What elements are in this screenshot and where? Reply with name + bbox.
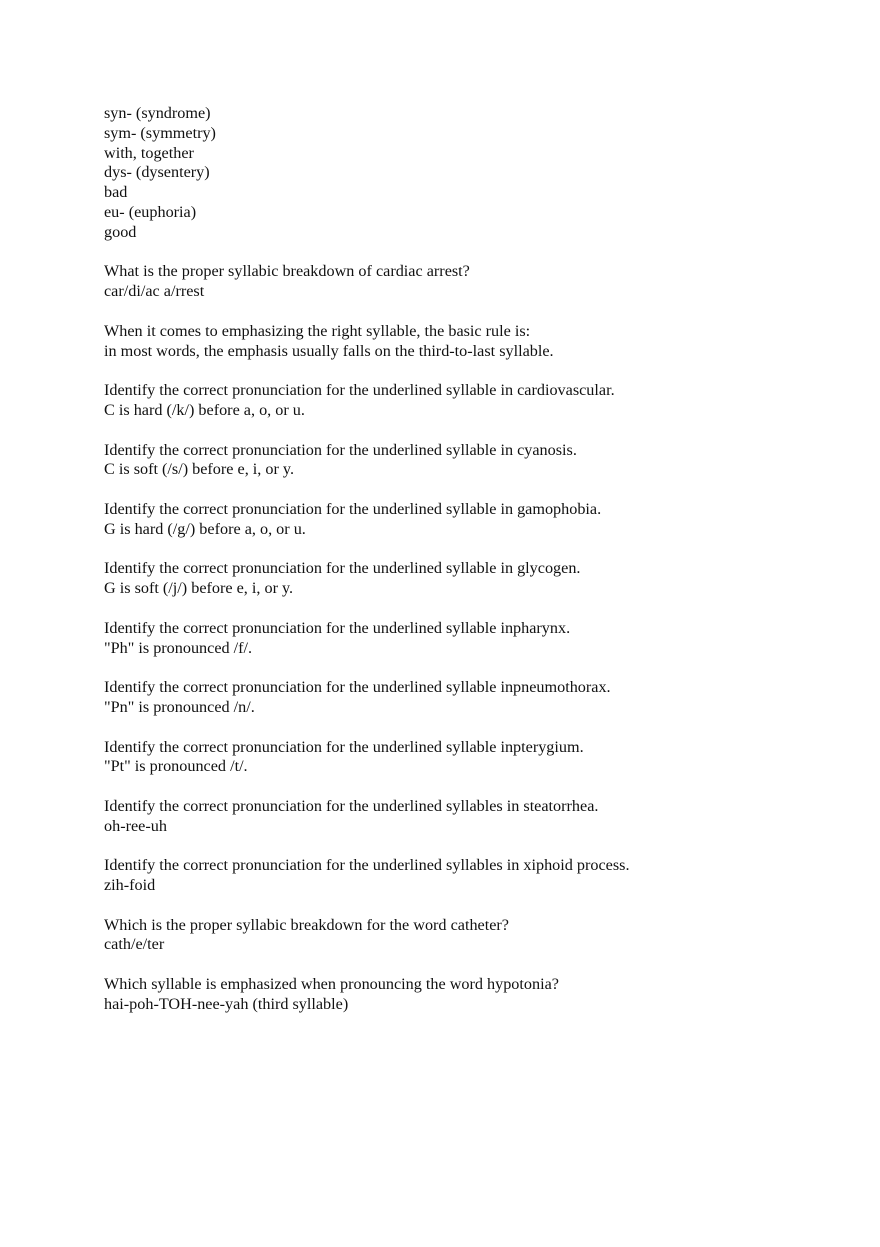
answer-text: hai-poh-TOH-nee-yah (third syllable): [104, 994, 349, 1013]
prefix-line: sym- (symmetry): [104, 123, 216, 142]
qa-item: [104, 797, 844, 837]
spacer: [104, 480, 844, 500]
prefix-block: [104, 104, 844, 243]
question-text: Identify the correct pronunciation for the underlined syllable in cardiovascular.: [104, 381, 615, 400]
qa-item: [104, 381, 844, 421]
prefix-line: good: [104, 222, 137, 241]
qa-item: [104, 262, 844, 302]
spacer: [104, 955, 844, 975]
answer-text: car/di/ac a/rrest: [104, 282, 205, 301]
spacer: [104, 421, 844, 441]
prefix-line: with, together: [104, 143, 194, 162]
spacer: [104, 836, 844, 856]
question-text: Identify the correct pronunciation for the underlined syllable in gamophobia.: [104, 499, 602, 518]
answer-text: "Ph" is pronounced /f/.: [104, 638, 253, 657]
answer-text: "Pt" is pronounced /t/.: [104, 757, 248, 776]
qa-item: [104, 322, 844, 362]
qa-item: [104, 916, 844, 956]
spacer: [104, 599, 844, 619]
question-text: Identify the correct pronunciation for the underlined syllable inpharynx.: [104, 618, 571, 637]
spacer: [104, 361, 844, 381]
question-text: Identify the correct pronunciation for the underlined syllable inpneumothorax.: [104, 678, 611, 697]
qa-item: [104, 678, 844, 718]
answer-text: G is soft (/j/) before e, i, or y.: [104, 579, 294, 598]
answer-text: C is soft (/s/) before e, i, or y.: [104, 460, 295, 479]
question-text: Identify the correct pronunciation for the underlined syllable inpterygium.: [104, 737, 584, 756]
answer-text: zih-foid: [104, 876, 156, 895]
spacer: [104, 243, 844, 263]
question-text: Which is the proper syllabic breakdown for the word catheter?: [104, 915, 509, 934]
qa-item: [104, 500, 844, 540]
qa-item: [104, 619, 844, 659]
spacer: [104, 777, 844, 797]
prefix-line: dys- (dysentery): [104, 163, 210, 182]
qa-item: [104, 441, 844, 481]
answer-text: oh-ree-uh: [104, 816, 167, 835]
question-text: Identify the correct pronunciation for the underlined syllables in steatorrhea.: [104, 796, 599, 815]
qa-item: [104, 856, 844, 896]
question-text: Identify the correct pronunciation for the underlined syllable in cyanosis.: [104, 440, 577, 459]
prefix-line: bad: [104, 183, 128, 202]
answer-text: G is hard (/g/) before a, o, or u.: [104, 519, 306, 538]
spacer: [104, 658, 844, 678]
spacer: [104, 718, 844, 738]
question-text: When it comes to emphasizing the right syllable, the basic rule is:: [104, 321, 531, 340]
prefix-line: syn- (syndrome): [104, 104, 211, 122]
qa-item: [104, 559, 844, 599]
qa-item: [104, 738, 844, 778]
question-text: Which syllable is emphasized when pronouncing the word hypotonia?: [104, 975, 559, 994]
question-text: Identify the correct pronunciation for the underlined syllable in glycogen.: [104, 559, 581, 578]
spacer: [104, 302, 844, 322]
answer-text: cath/e/ter: [104, 935, 165, 954]
document-page: [104, 104, 844, 1015]
prefix-line: eu- (euphoria): [104, 202, 197, 221]
spacer: [104, 896, 844, 916]
spacer: [104, 540, 844, 560]
qa-item: [104, 975, 844, 1015]
answer-text: "Pn" is pronounced /n/.: [104, 697, 255, 716]
answer-text: C is hard (/k/) before a, o, or u.: [104, 400, 305, 419]
question-text: Identify the correct pronunciation for the underlined syllables in xiphoid process.: [104, 856, 630, 875]
answer-text: in most words, the emphasis usually falls on the third-to-last syllable.: [104, 341, 554, 360]
question-text: What is the proper syllabic breakdown of cardiac arrest?: [104, 262, 470, 281]
